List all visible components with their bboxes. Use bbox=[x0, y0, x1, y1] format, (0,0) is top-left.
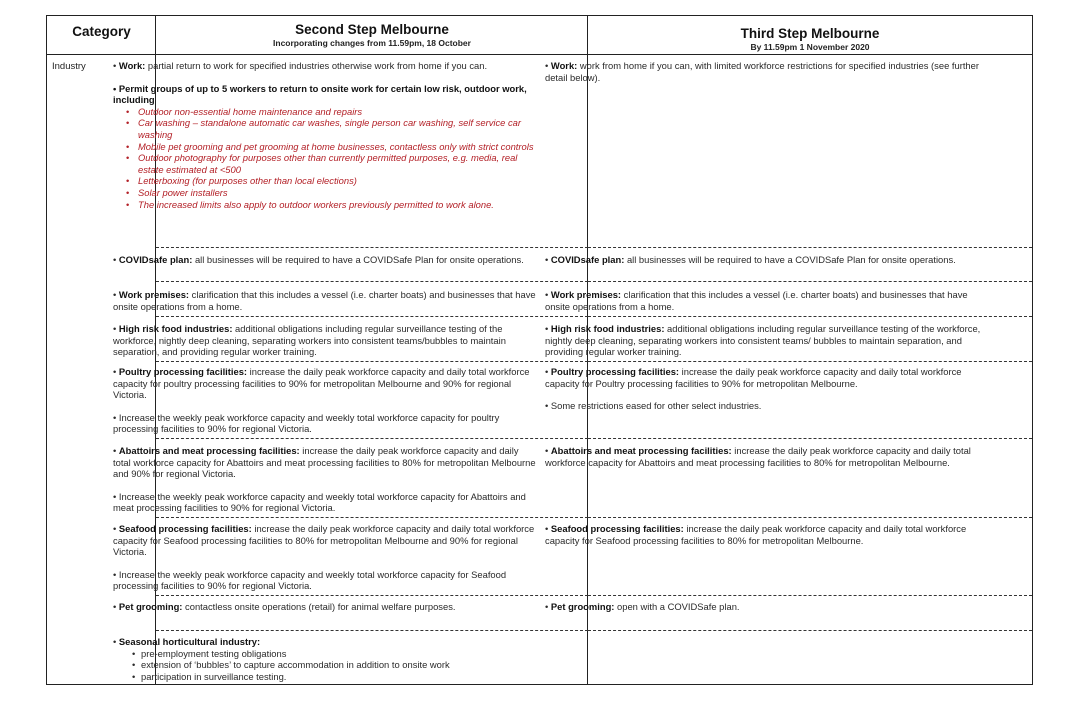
list-item: • Outdoor non-essential home maintenance and repairs bbox=[138, 106, 537, 118]
category-industry: Industry bbox=[52, 61, 86, 72]
work-premises-text: clarification that this includes a vessel (i.e. charter boats) and businesses that have onsite operations from a home. bbox=[113, 289, 536, 312]
pet-grooming-label: Pet grooming: bbox=[550, 601, 615, 612]
header-category-title: Category bbox=[72, 24, 131, 39]
work-text: work from home if you can, with limited workforce restrictions for specified industries (see further detail below). bbox=[545, 60, 979, 83]
other-industries-text: Some restrictions eased for other select industries. bbox=[550, 400, 762, 412]
third-high-risk-food-cell: • High risk food industries: additional obligations including regular surveillance testing of the workforce, nightly deep cleaning, separating workers into consistent teams/ bubbles to maintain separation, and providing regular worker training. bbox=[545, 323, 981, 358]
abattoirs-text: increase the daily peak workforce capacity and daily total workforce capacity for Abattoirs and meat processing facilities to 80% for metropolitan Melbourne. bbox=[545, 445, 971, 468]
row-separator bbox=[156, 361, 588, 362]
poultry-label: Poultry processing facilities: bbox=[118, 366, 248, 377]
third-work-cell: • Work: work from home if you can, with limited workforce restrictions for specified industries (see further detail below). bbox=[545, 60, 979, 83]
third-work-premises-cell: • Work premises: clarification that this includes a vessel (i.e. charter boats) and businesses that have onsite operations from a home. bbox=[545, 289, 968, 312]
header-category bbox=[47, 16, 156, 54]
third-seafood-cell: • Seafood processing facilities: increase the daily peak workforce capacity and daily total workforce capacity for Seafood processing facilities to 80% for metropolitan Melbourne. bbox=[545, 523, 967, 546]
row-separator bbox=[156, 595, 588, 596]
permit-groups-heading: • Permit groups of up to 5 workers to return to onsite work for certain low risk, outdoor work, including bbox=[113, 82, 527, 106]
third-abattoirs-cell: • Abattoirs and meat processing facilities: increase the daily peak workforce capacity and daily total workforce capacity for Abattoirs and meat processing facilities to 80% for metropolitan Melbourne. bbox=[545, 445, 971, 468]
covidsafe-label: COVIDsafe plan: bbox=[550, 254, 625, 265]
header-second-step bbox=[156, 16, 588, 54]
header-third-step-title: Third Step Melbourne bbox=[740, 26, 880, 41]
list-item: • extension of ‘bubbles’ to capture accommodation in addition to onsite work bbox=[141, 659, 537, 671]
seafood-text: increase the daily peak workforce capacity and daily total workforce capacity for Seafood processing facilities to 80% for metropolitan Melbourne and 90% for regional Victoria. bbox=[113, 523, 535, 558]
poultry-label: Poultry processing facilities: bbox=[550, 366, 680, 377]
list-item: • Letterboxing (for purposes other than local elections) bbox=[138, 175, 537, 187]
list-item: • Solar power installers bbox=[138, 187, 537, 199]
list-item: • participation in surveillance testing. bbox=[141, 671, 537, 683]
row-separator bbox=[588, 630, 1032, 631]
second-abattoirs-cell: • Abattoirs and meat processing facilities: increase the daily peak workforce capacity and daily total workforce capacity for Abattoirs and meat processing facilities to 80% for metropolitan Melbourne and 90% for regional Victoria. • Increase the weekly peak workforce capacity and weekly total workforce capacity for Abattoirs and meat processing facilities to 90% for regional Victoria. bbox=[113, 445, 536, 514]
high-risk-food-text: additional obligations including regular surveillance testing of the workforce, nightly deep cleaning, separating workers into consistent teams/bubbles to maintain separation, and providing regular worker training. bbox=[113, 323, 506, 358]
second-poultry-cell: • Poultry processing facilities: increase the daily peak workforce capacity and daily total workforce capacity for poultry processing facilities to 90% for metropolitan Melbourne and 90% for regional Victoria. • Increase the weekly peak workforce capacity and weekly total workforce capacity for poultry processing facilities to 90% for regional Victoria. bbox=[113, 366, 530, 435]
third-pet-grooming-cell: • Pet grooming: open with a COVIDSafe plan. bbox=[545, 601, 740, 612]
row-separator bbox=[156, 316, 588, 317]
work-premises-text: clarification that this includes a vessel (i.e. charter boats) and businesses that have onsite operations from a home. bbox=[545, 289, 968, 312]
pet-grooming-label: Pet grooming: bbox=[118, 601, 183, 612]
third-covidsafe-cell: • COVIDsafe plan: all businesses will be required to have a COVIDSafe Plan for onsite operations. bbox=[545, 254, 956, 265]
header-divider bbox=[47, 54, 1032, 55]
list-item: • pre-employment testing obligations bbox=[141, 648, 537, 660]
high-risk-food-text: additional obligations including regular surveillance testing of the workforce, nightly deep cleaning, separating workers into consistent teams/ bubbles to maintain separation, and providing regular worker training. bbox=[545, 323, 981, 358]
header-third-step-subtitle: By 11.59pm 1 November 2020 bbox=[750, 42, 870, 52]
permit-groups-label: Permit groups of up to 5 workers to return to onsite work for certain low risk, outdoor work, including bbox=[113, 82, 527, 106]
horticultural-list bbox=[113, 648, 537, 683]
second-work-para: • Work: partial return to work for specified industries otherwise work from home if you can. bbox=[113, 60, 488, 71]
row-separator bbox=[588, 281, 1032, 282]
poultry-text: increase the daily peak workforce capacity and daily total workforce capacity for Poultry processing facilities to 90% for metropolitan Melbourne. bbox=[545, 366, 962, 389]
row-separator bbox=[156, 438, 588, 439]
list-item: • The increased limits also apply to outdoor workers previously permitted to work alone. bbox=[138, 199, 537, 211]
seafood-text: increase the daily peak workforce capacity and daily total workforce capacity for Seafood processing facilities to 80% for metropolitan Melbourne. bbox=[545, 523, 967, 546]
header-second-step-title: Second Step Melbourne bbox=[295, 22, 449, 37]
row-separator bbox=[588, 316, 1032, 317]
high-risk-food-label: High risk food industries: bbox=[118, 323, 233, 334]
second-work-cell bbox=[113, 60, 537, 210]
row-separator bbox=[588, 438, 1032, 439]
row-separator bbox=[588, 595, 1032, 596]
poultry-weekly-text: Increase the weekly peak workforce capacity and weekly total workforce capacity for poultry processing facilities to 90% for regional Victoria. bbox=[113, 411, 500, 435]
list-item: • Outdoor photography for purposes other than currently permitted purposes, e.g. media, real estate estimated at <500 bbox=[138, 152, 537, 175]
work-label: Work: bbox=[550, 60, 578, 71]
second-seafood-cell: • Seafood processing facilities: increase the daily peak workforce capacity and daily total workforce capacity for Seafood processing facilities to 80% for metropolitan Melbourne and 90% for regional Victoria. • Increase the weekly peak workforce capacity and weekly total workforce capacity for Seafood processing facilities to 90% for regional Victoria. bbox=[113, 523, 535, 592]
abattoirs-label: Abattoirs and meat processing facilities: bbox=[118, 445, 300, 456]
pet-grooming-text: contactless onsite operations (retail) for animal welfare purposes. bbox=[182, 601, 456, 612]
abattoirs-label: Abattoirs and meat processing facilities: bbox=[550, 445, 732, 456]
covidsafe-text: all businesses will be required to have a COVIDSafe Plan for onsite operations. bbox=[192, 254, 524, 265]
row-separator bbox=[588, 247, 1032, 248]
horticultural-label: Seasonal horticultural industry: bbox=[118, 636, 261, 647]
work-text: partial return to work for specified industries otherwise work from home if you can. bbox=[145, 60, 488, 71]
seafood-weekly-text: Increase the weekly peak workforce capacity and weekly total workforce capacity for Seafood processing facilities to 90% for regional Victoria. bbox=[113, 568, 507, 592]
row-separator bbox=[156, 247, 588, 248]
list-item: • Car washing – standalone automatic car washes, single person car washing, self service car washing bbox=[138, 117, 537, 140]
header-third-step bbox=[588, 16, 1032, 54]
second-work-premises-cell: • Work premises: clarification that this includes a vessel (i.e. charter boats) and businesses that have onsite operations from a home. bbox=[113, 289, 536, 312]
high-risk-food-label: High risk food industries: bbox=[550, 323, 665, 334]
second-covidsafe-cell: • COVIDsafe plan: all businesses will be required to have a COVIDSafe Plan for onsite operations. bbox=[113, 254, 524, 265]
work-label: Work: bbox=[118, 60, 146, 71]
row-separator bbox=[588, 517, 1032, 518]
permitted-work-list bbox=[113, 106, 537, 210]
work-premises-label: Work premises: bbox=[118, 289, 190, 300]
row-separator bbox=[156, 517, 588, 518]
pet-grooming-text: open with a COVIDSafe plan. bbox=[614, 601, 740, 612]
covidsafe-label: COVIDsafe plan: bbox=[118, 254, 193, 265]
header-second-step-subtitle: Incorporating changes from 11.59pm, 18 October bbox=[273, 38, 471, 48]
poultry-text: increase the daily peak workforce capacity and daily total workforce capacity for poultry processing facilities to 90% for metropolitan Melbourne and 90% for regional Victoria. bbox=[113, 366, 530, 401]
covidsafe-text: all businesses will be required to have a COVIDSafe Plan for onsite operations. bbox=[624, 254, 956, 265]
row-separator bbox=[588, 361, 1032, 362]
row-separator bbox=[156, 281, 588, 282]
seafood-label: Seafood processing facilities: bbox=[118, 523, 252, 534]
second-pet-grooming-cell: • Pet grooming: contactless onsite operations (retail) for animal welfare purposes. bbox=[113, 601, 456, 612]
second-high-risk-food-cell: • High risk food industries: additional obligations including regular surveillance testing of the workforce, nightly deep cleaning, separating workers into consistent teams/bubbles to maintain separation, and providing regular worker training. bbox=[113, 323, 506, 358]
seafood-label: Seafood processing facilities: bbox=[550, 523, 684, 534]
third-poultry-cell: • Poultry processing facilities: increase the daily peak workforce capacity and daily total workforce capacity for Poultry processing facilities to 90% for metropolitan Melbourne. • Some restrictions eased for other select industries. bbox=[545, 366, 962, 412]
abattoirs-text: increase the daily peak workforce capacity and daily total workforce capacity for Abattoirs and meat processing facilities to 80% for metropolitan Melbourne and 90% for regional Victoria. bbox=[113, 445, 536, 480]
row-separator bbox=[156, 630, 588, 631]
list-item: • Mobile pet grooming and pet grooming at home businesses, contactless only with strict controls bbox=[138, 141, 537, 153]
second-horticultural-cell: • Seasonal horticultural industry: • pre-employment testing obligations • extension of ‘bubbles’ to capture accommodation in addition to onsite work • participation in surveillance testing. bbox=[113, 636, 537, 682]
abattoirs-weekly-text: Increase the weekly peak workforce capacity and weekly total workforce capacity for Abattoirs and meat processing facilities to 90% for regional Victoria. bbox=[113, 490, 526, 514]
work-premises-label: Work premises: bbox=[550, 289, 622, 300]
